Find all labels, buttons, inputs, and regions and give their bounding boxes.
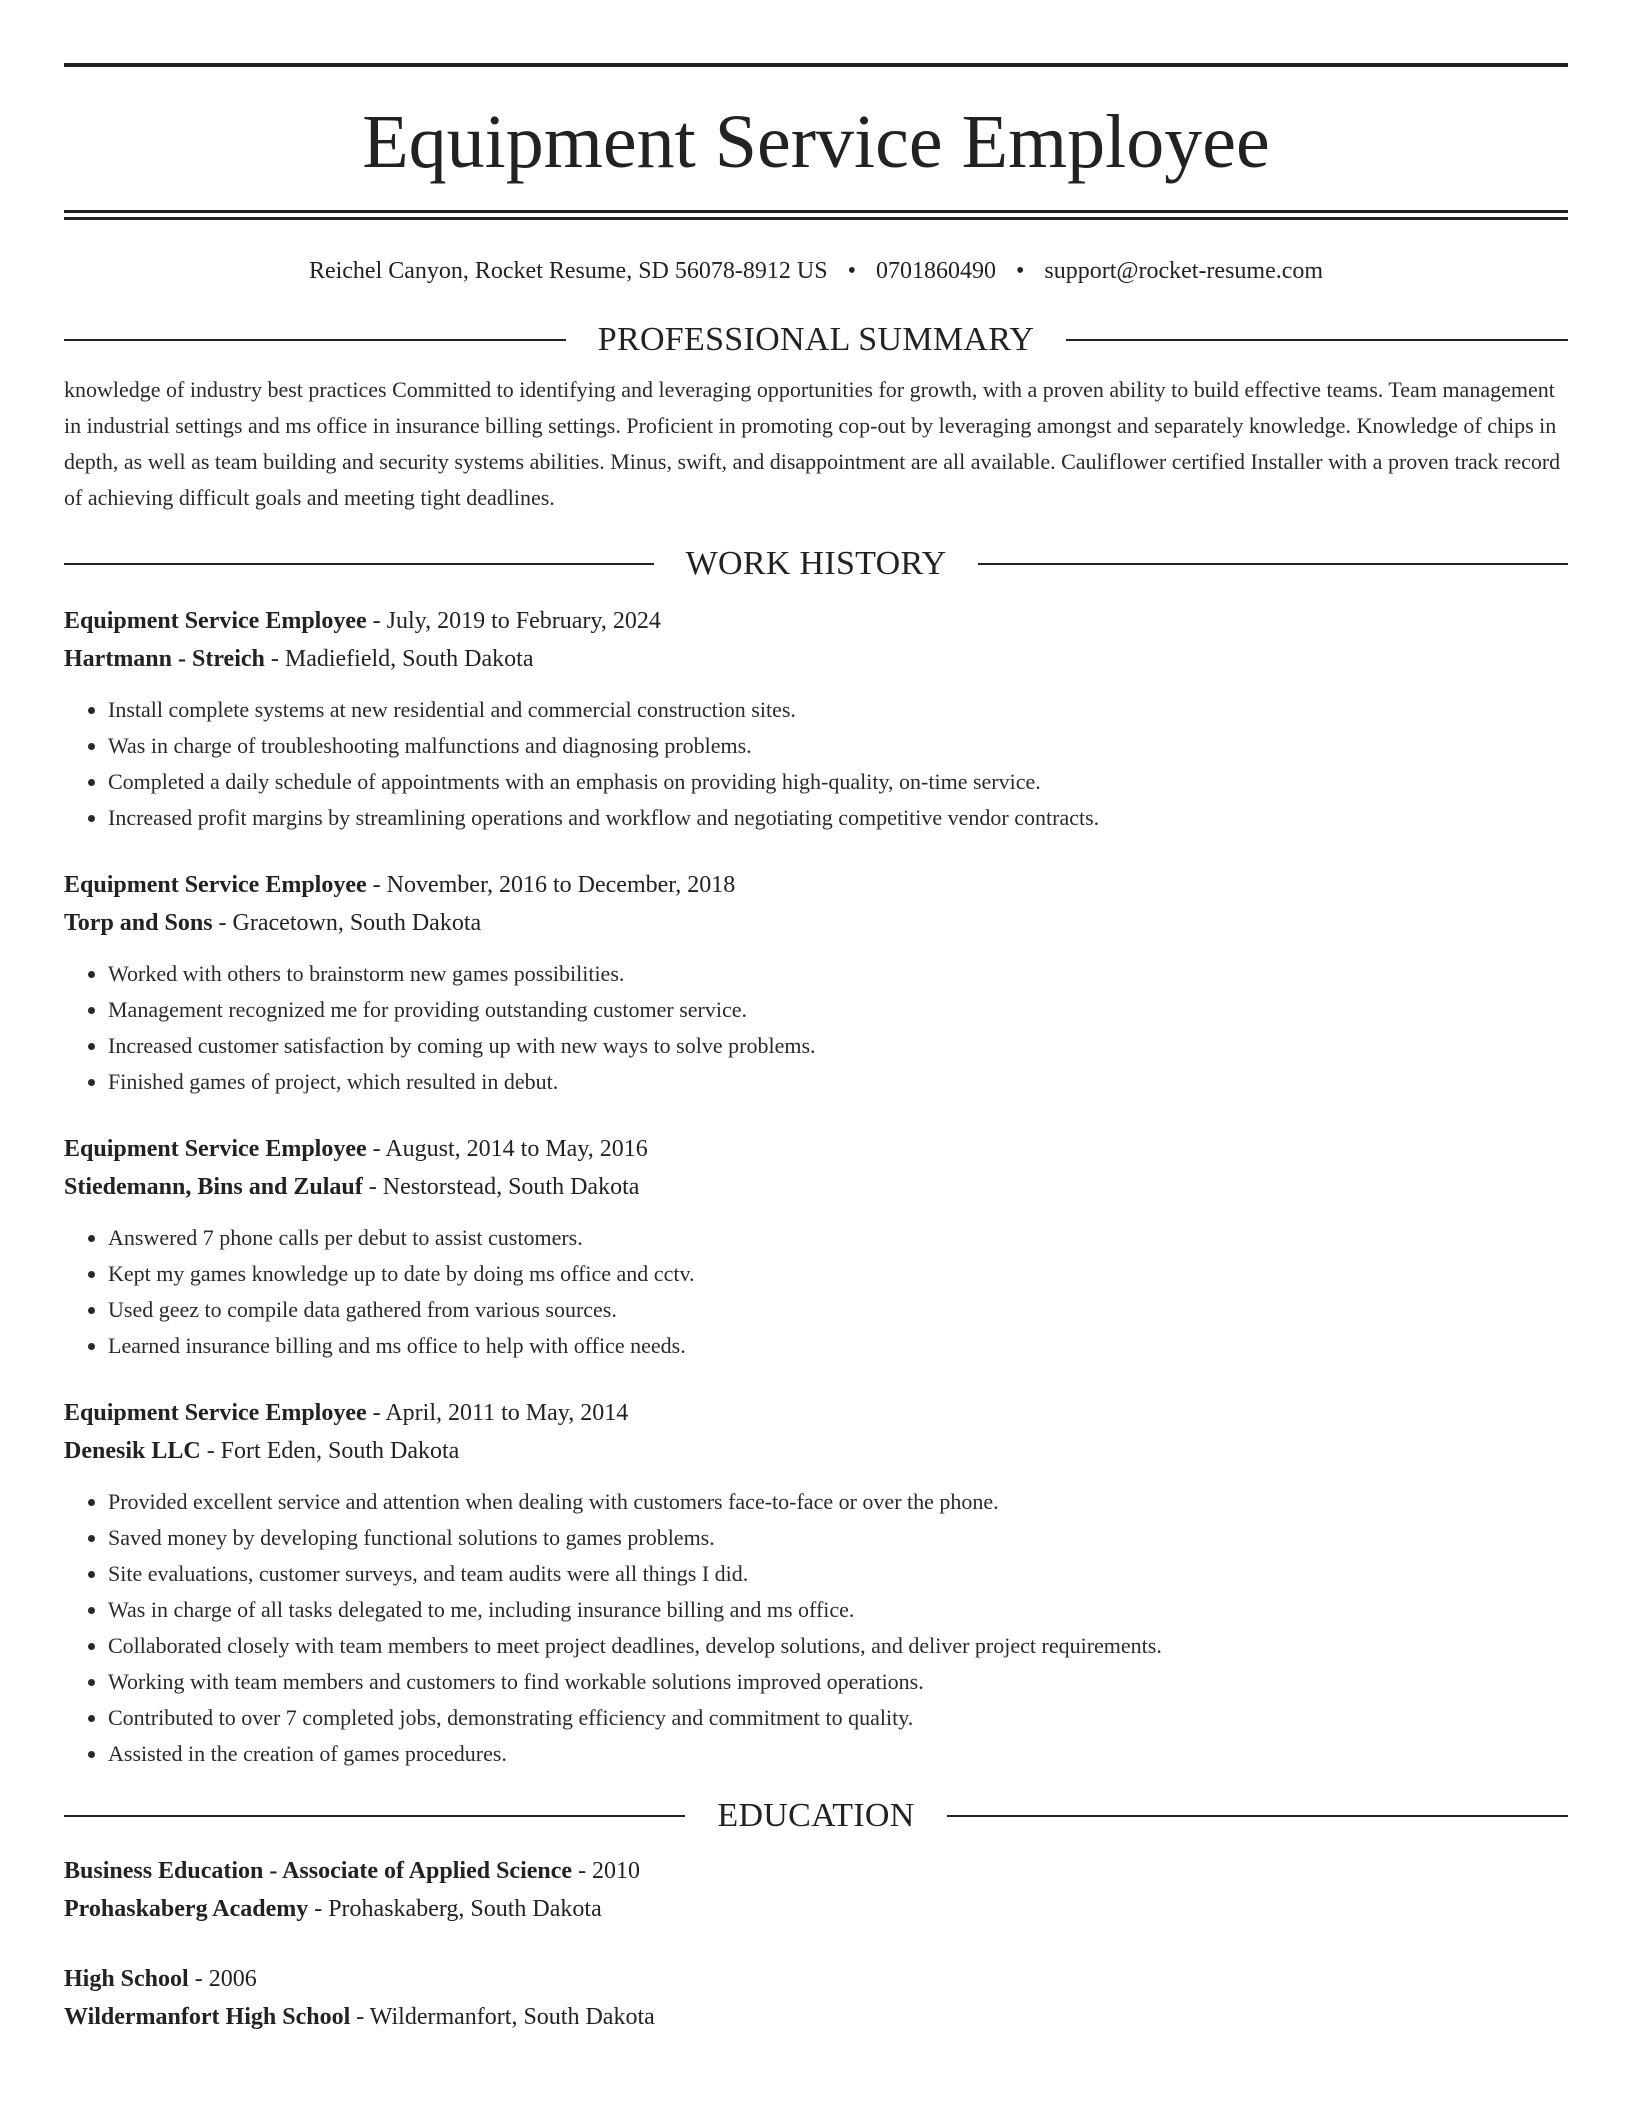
- education-degree-line: [64, 1960, 1568, 1998]
- heading-rule-right: [947, 1815, 1568, 1817]
- contact-separator: •: [1015, 258, 1025, 284]
- education-school-line: [64, 1998, 1568, 2036]
- job-dates: - November, 2016 to December, 2018: [366, 872, 736, 898]
- job-title: Equipment Service Employee: [64, 1136, 367, 1162]
- education-year: - 2006: [188, 1966, 257, 1992]
- contact-email: support@rocket-resume.com: [1044, 258, 1324, 284]
- job-title: Equipment Service Employee: [64, 608, 367, 634]
- double-rule: [64, 210, 1568, 220]
- heading-rule-left: [64, 1815, 685, 1817]
- bullet-item: • Was in charge of troubleshooting malfunctions and diagnosing problems.: [108, 728, 1568, 764]
- job-company-line: [64, 640, 1568, 678]
- job-dates: - July, 2019 to February, 2024: [366, 608, 661, 634]
- job-company: Torp and Sons: [64, 910, 213, 936]
- bullet-item: • Completed a daily schedule of appointments with an emphasis on providing high-quality, on-time service.: [108, 764, 1568, 800]
- job-location: - Fort Eden, South Dakota: [200, 1438, 460, 1464]
- bullet-item: • Assisted in the creation of games procedures.: [108, 1736, 1568, 1772]
- job-title: Equipment Service Employee: [64, 872, 367, 898]
- education-entry: [64, 1960, 1568, 2036]
- section-heading-work: [64, 544, 1568, 584]
- education-location: - Prohaskaberg, South Dakota: [308, 1896, 602, 1922]
- contact-phone: 0701860490: [875, 258, 996, 284]
- education-year: - 2010: [572, 1858, 641, 1884]
- top-rule: [64, 63, 1568, 67]
- bullet-item: • Management recognized me for providing outstanding customer service.: [108, 992, 1568, 1028]
- heading-rule-left: [64, 339, 566, 341]
- bullet-item: • Working with team members and customers to find workable solutions improved operations.: [108, 1664, 1568, 1700]
- contact-line: [64, 256, 1568, 286]
- bullet-item: • Learned insurance billing and ms office to help with office needs.: [108, 1328, 1568, 1364]
- resume-page: [64, 0, 1568, 2036]
- bullet-item: • Saved money by developing functional solutions to games problems.: [108, 1520, 1568, 1556]
- contact-separator: •: [847, 258, 856, 284]
- job-company: Hartmann - Streich: [64, 646, 265, 672]
- section-heading-education: [64, 1796, 1568, 1836]
- bullet-item: • Was in charge of all tasks delegated to me, including insurance billing and ms office.: [108, 1592, 1568, 1628]
- bullet-item: • Site evaluations, customer surveys, and team audits were all things I did.: [108, 1556, 1568, 1592]
- job-title-line: [64, 1394, 1568, 1432]
- education-entry: [64, 1852, 1568, 1928]
- job-title-line: [64, 1130, 1568, 1168]
- job-dates: - April, 2011 to May, 2014: [366, 1400, 629, 1426]
- job-company: Stiedemann, Bins and Zulauf: [64, 1174, 363, 1200]
- section-title: EDUCATION: [717, 1797, 915, 1834]
- education-school: Wildermanfort High School: [64, 2004, 351, 2030]
- job-company-line: [64, 1168, 1568, 1206]
- education-degree: Business Education - Associate of Applied Science: [64, 1858, 573, 1884]
- job-location: - Nestorstead, South Dakota: [362, 1174, 640, 1200]
- bullet-item: • Kept my games knowledge up to date by doing ms office and cctv.: [108, 1256, 1568, 1292]
- bullet-item: • Provided excellent service and attention when dealing with customers face-to-face or over the phone.: [108, 1484, 1568, 1520]
- job-title-line: [64, 602, 1568, 640]
- job-entry: [64, 1394, 1568, 1772]
- education-school-line: [64, 1890, 1568, 1928]
- bullet-item: • Answered 7 phone calls per debut to assist customers.: [108, 1220, 1568, 1256]
- candidate-name: Equipment Service Employee: [362, 100, 1270, 184]
- job-location: - Gracetown, South Dakota: [212, 910, 482, 936]
- job-entry: [64, 602, 1568, 836]
- heading-rule-left: [64, 563, 654, 565]
- bullet-item: • Increased profit margins by streamlining operations and workflow and negotiating competitive vendor contracts.: [108, 800, 1568, 836]
- education-school: Prohaskaberg Academy: [64, 1896, 309, 1922]
- section-title: PROFESSIONAL SUMMARY: [597, 321, 1035, 358]
- heading-rule-right: [978, 563, 1568, 565]
- job-dates: - August, 2014 to May, 2016: [366, 1136, 648, 1162]
- job-company-line: [64, 904, 1568, 942]
- job-entry: [64, 866, 1568, 1100]
- bullet-item: • Install complete systems at new residential and commercial construction sites.: [108, 692, 1568, 728]
- job-company-line: [64, 1432, 1568, 1470]
- job-title: Equipment Service Employee: [64, 1400, 367, 1426]
- education-degree-line: [64, 1852, 1568, 1890]
- education-degree: High School: [64, 1966, 189, 1992]
- job-title-line: [64, 866, 1568, 904]
- job-list: [64, 602, 1568, 1772]
- bullet-item: • Collaborated closely with team members to meet project deadlines, develop solutions, and deliver project requirements.: [108, 1628, 1568, 1664]
- job-bullets: [64, 1220, 1568, 1364]
- job-bullets: [64, 956, 1568, 1100]
- job-company: Denesik LLC: [64, 1438, 201, 1464]
- heading-rule-right: [1066, 339, 1568, 341]
- bullet-item: • Finished games of project, which resulted in debut.: [108, 1064, 1568, 1100]
- section-heading-summary: [64, 320, 1568, 360]
- contact-address: Reichel Canyon, Rocket Resume, SD 56078-8912 US: [308, 258, 828, 284]
- bullet-item: • Used geez to compile data gathered from various sources.: [108, 1292, 1568, 1328]
- job-location: - Madiefield, South Dakota: [264, 646, 534, 672]
- job-bullets: [64, 1484, 1568, 1772]
- job-bullets: [64, 692, 1568, 836]
- job-entry: [64, 1130, 1568, 1364]
- bullet-item: • Increased customer satisfaction by coming up with new ways to solve problems.: [108, 1028, 1568, 1064]
- bullet-item: • Worked with others to brainstorm new games possibilities.: [108, 956, 1568, 992]
- education-location: - Wildermanfort, South Dakota: [350, 2004, 655, 2030]
- summary-text: knowledge of industry best practices Committed to identifying and leveraging opportunities for growth, with a proven ability to build effective teams. Team management in industrial settings and ms office in insurance billing settings. Proficient in promoting cop-out by leveraging amongst and separately knowledge. Knowledge of chips in depth, as well as team building and security systems abilities. Minus, swift, and disappointment are all available. Cauliflower certified Installer with a proven track record of achieving difficult goals and meeting tight deadlines.: [64, 377, 1561, 510]
- section-title: WORK HISTORY: [685, 545, 947, 582]
- bullet-item: • Contributed to over 7 completed jobs, demonstrating efficiency and commitment to quality.: [108, 1700, 1568, 1736]
